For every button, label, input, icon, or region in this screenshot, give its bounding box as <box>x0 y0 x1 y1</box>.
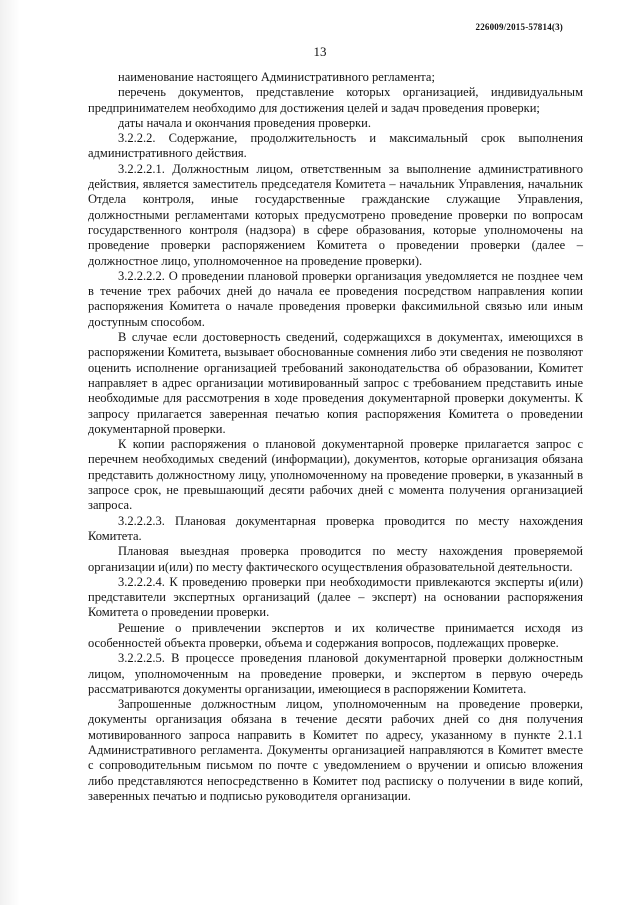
paragraph: 3.2.2.2.2. О проведении плановой проверки организация уведомляется не позднее чем в течение трех рабочих дней до начала ее проведения посредством направления копии распоряжения Комитета о начале проведения проверки факсимильной связью или иным доступным способом. <box>88 268 583 329</box>
paragraph: перечень документов, представление которых организацией, индивидуальным предпринимателем необходимо для достижения целей и задач проведения проверки; <box>88 85 583 115</box>
page-number: 13 <box>313 44 327 59</box>
paragraph: 3.2.2.2.4. К проведению проверки при необходимости привлекаются эксперты и(или) представители экспертных организаций (далее – эксперт) на основании распоряжения Комитета о проведении проверки. <box>88 574 583 620</box>
paragraph: Решение о привлечении экспертов и их количестве принимается исходя из особенностей объекта проверки, объема и содержания вопросов, подлежащих проверке. <box>88 620 583 650</box>
paragraph: В случае если достоверность сведений, содержащихся в документах, имеющихся в распоряжении Комитета, вызывает обоснованные сомнения либо эти сведения не позволяют оценить исполнение организацией требований законодательства об образовании, Комитет направляет в адрес организации мотивированный запрос с требованием представить иные необходимые для рассмотрения в ходе проведения документарной проверки документы. К запросу прилагается заверенная печатью копия распоряжения Комитета о проведении документарной проверки. <box>88 330 583 436</box>
paragraph: наименование настоящего Административного регламента; <box>118 70 435 84</box>
paragraph: К копии распоряжения о плановой документарной проверке прилагается запрос с перечнем необходимых сведений (информации), документов, которые организация обязана представить должностному лицу, уполномоченному на проведение проверки, в указанный в запросе срок, не превышающий десяти рабочих дней с момента получения организацией запроса. <box>88 437 583 513</box>
paragraph: 3.2.2.2. Содержание, продолжительность и максимальный срок выполнения административного действия. <box>88 131 583 161</box>
paragraph: 3.2.2.2.5. В процессе проведения плановой документарной проверки должностным лицом, уполномоченным на проведение проверки, и экспертом в первую очередь рассматриваются документы организации, имеющиеся в распоряжении Комитета. <box>88 651 583 696</box>
paragraph: Плановая выездная проверка проводится по месту нахождения проверяемой организации и(или) по месту фактического осуществления образовательной деятельности. <box>88 544 583 574</box>
paragraph: 3.2.2.2.1. Должностным лицом, ответственным за выполнение административного действия, является заместитель председателя Комитета – начальник Управления, начальник Отдела контроля, иные государственные гражданские служащие Управления, должностными регламентами которых предусмотрено проведение проверки по вопросам государственного контроля (надзора) в сфере образования, которые уполномочены на проведение проверки распоряжением Комитета о проведении проверки (далее – должностное лицо, уполномоченное на проведение проверки). <box>88 161 583 268</box>
paragraph: 3.2.2.2.3. Плановая документарная проверка проводится по месту нахождения Комитета. <box>88 513 583 543</box>
document-registration-number: 226009/2015-57814(3) <box>475 22 563 32</box>
paragraph: даты начала и окончания проведения проверки. <box>118 115 371 130</box>
paragraph: Запрошенные должностным лицом, уполномоченным на проведение проверки, документы организация обязана в течение десяти рабочих дней со дня получения мотивированного запроса направить в Комитет по адресу, указанному в пункте 2.1.1 Административного регламента. Документы организацией направляются в Комитет вместе с сопроводительным письмом по почте с уведомлением о вручении и описью вложения либо представляются непосредственно в Комитет под расписку о получении в виде копий, заверенных печатью и подписью руководителя организации. <box>88 697 583 803</box>
document-body <box>88 70 583 804</box>
